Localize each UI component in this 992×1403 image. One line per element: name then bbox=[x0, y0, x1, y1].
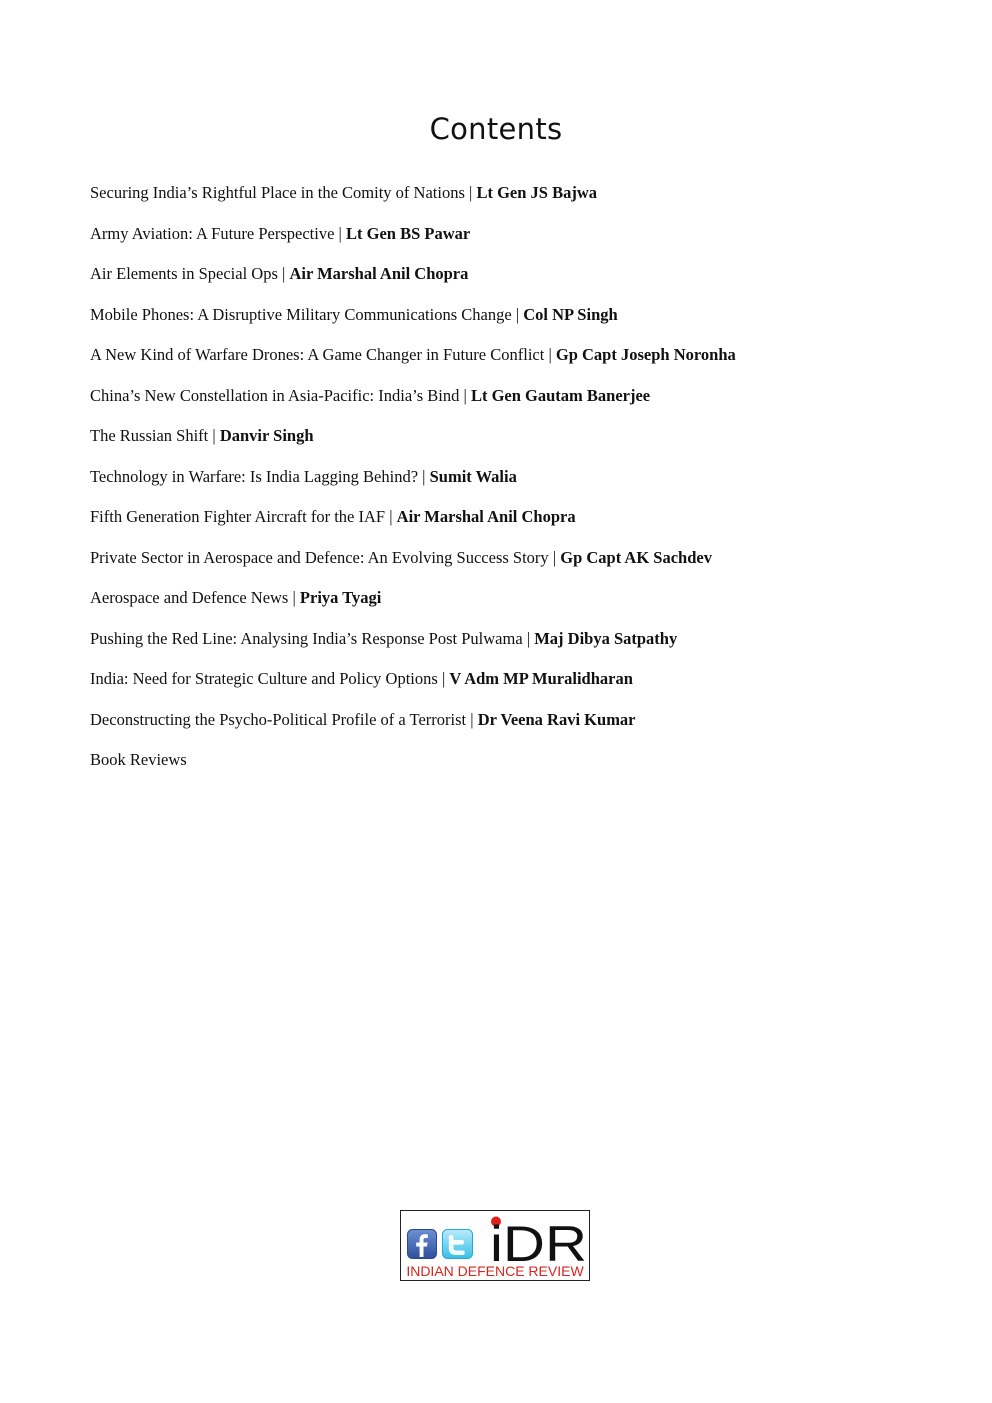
toc-entry[interactable] bbox=[90, 627, 950, 668]
toc-entry[interactable] bbox=[90, 708, 950, 749]
toc-entry-separator: | bbox=[437, 669, 450, 688]
toc-entry-separator: | bbox=[288, 588, 300, 607]
toc-entry-title: Fifth Generation Fighter Aircraft for the IAF bbox=[90, 507, 386, 526]
toc-entry-title: Book Reviews bbox=[90, 750, 187, 769]
toc-entry-author: Gp Capt AK Sachdev bbox=[560, 547, 712, 567]
toc-entry-title: Air Elements in Special Ops bbox=[90, 264, 278, 283]
idr-logo-banner[interactable] bbox=[400, 1210, 590, 1281]
toc-entry-separator: | bbox=[459, 385, 471, 405]
toc-entry-author: Danvir Singh bbox=[219, 426, 314, 445]
toc-entry-author: Air Marshal Anil Chopra bbox=[396, 507, 576, 526]
toc-entry[interactable] bbox=[90, 424, 950, 465]
toc-entry-title: Deconstructing the Psycho-Political Profile of a Terrorist bbox=[90, 709, 467, 729]
toc-entry-author: Maj Dibya Satpathy bbox=[534, 628, 678, 648]
toc-entry-author: Lt Gen Gautam Banerjee bbox=[470, 385, 651, 405]
toc-entry[interactable] bbox=[90, 465, 950, 506]
toc-entry-separator: | bbox=[418, 466, 430, 486]
toc-entry-separator: | bbox=[511, 304, 524, 324]
toc-entry[interactable] bbox=[90, 262, 950, 303]
toc-entry[interactable] bbox=[90, 303, 950, 344]
page-title: Contents bbox=[429, 112, 563, 146]
idr-wordmark bbox=[489, 1215, 589, 1263]
facebook-icon[interactable] bbox=[407, 1229, 437, 1259]
toc-entry-author: Sumit Walia bbox=[429, 466, 517, 486]
toc-entry[interactable] bbox=[90, 343, 950, 384]
toc-entry[interactable] bbox=[90, 748, 950, 789]
toc-entry-separator: | bbox=[385, 507, 397, 526]
toc-entry-author: V Adm MP Muralidharan bbox=[449, 669, 633, 688]
toc-entry-title: Securing India’s Rightful Place in the Comity of Nations bbox=[90, 183, 465, 202]
toc-entry-author: Lt Gen BS Pawar bbox=[345, 223, 471, 243]
toc-entry[interactable] bbox=[90, 667, 950, 708]
toc-entry[interactable] bbox=[90, 505, 950, 546]
toc-entry-title: India: Need for Strategic Culture and Policy Options bbox=[90, 669, 438, 688]
toc-entry-author: Dr Veena Ravi Kumar bbox=[477, 709, 636, 729]
toc-entry-title: China’s New Constellation in Asia-Pacific: India’s Bind bbox=[90, 385, 460, 405]
idr-brand-text: iDR bbox=[490, 1216, 587, 1263]
toc-entry-title: A New Kind of Warfare Drones: A Game Changer in Future Conflict bbox=[90, 345, 545, 364]
toc-entry-title: Aerospace and Defence News bbox=[90, 588, 289, 607]
logo-tagline: INDIAN DEFENCE REVIEW bbox=[406, 1263, 584, 1279]
toc-entry-author: Air Marshal Anil Chopra bbox=[289, 264, 469, 283]
toc-entry-separator: | bbox=[334, 223, 346, 243]
toc-entry-title: Technology in Warfare: Is India Lagging Behind? bbox=[90, 466, 419, 486]
toc-entry[interactable] bbox=[90, 222, 950, 263]
toc-entry-title: Private Sector in Aerospace and Defence: An Evolving Success Story bbox=[90, 547, 549, 567]
toc-entry-separator: | bbox=[466, 709, 478, 729]
toc-entry-separator: | bbox=[548, 547, 561, 567]
toc-entry-separator: | bbox=[208, 426, 220, 445]
toc-entry-author: Gp Capt Joseph Noronha bbox=[555, 345, 736, 364]
toc-entry-author: Col NP Singh bbox=[523, 304, 618, 324]
toc-entry[interactable] bbox=[90, 586, 950, 627]
toc-entry-author: Priya Tyagi bbox=[299, 588, 382, 607]
toc-entry[interactable] bbox=[90, 384, 950, 425]
toc-entry-author: Lt Gen JS Bajwa bbox=[476, 183, 597, 202]
toc-entry-separator: | bbox=[277, 264, 290, 283]
toc-entry[interactable] bbox=[90, 181, 950, 222]
toc-entry-title: Mobile Phones: A Disruptive Military Communications Change bbox=[90, 304, 512, 324]
toc-entry-separator: | bbox=[544, 345, 556, 364]
toc-entry-separator: | bbox=[464, 183, 477, 202]
table-of-contents bbox=[90, 181, 950, 789]
toc-entry-title: The Russian Shift bbox=[90, 426, 209, 445]
toc-entry[interactable] bbox=[90, 546, 950, 587]
toc-entry-separator: | bbox=[522, 628, 535, 648]
twitter-icon[interactable] bbox=[442, 1229, 473, 1259]
toc-entry-title: Army Aviation: A Future Perspective bbox=[90, 223, 335, 243]
toc-entry-title: Pushing the Red Line: Analysing India’s Response Post Pulwama bbox=[90, 628, 523, 648]
